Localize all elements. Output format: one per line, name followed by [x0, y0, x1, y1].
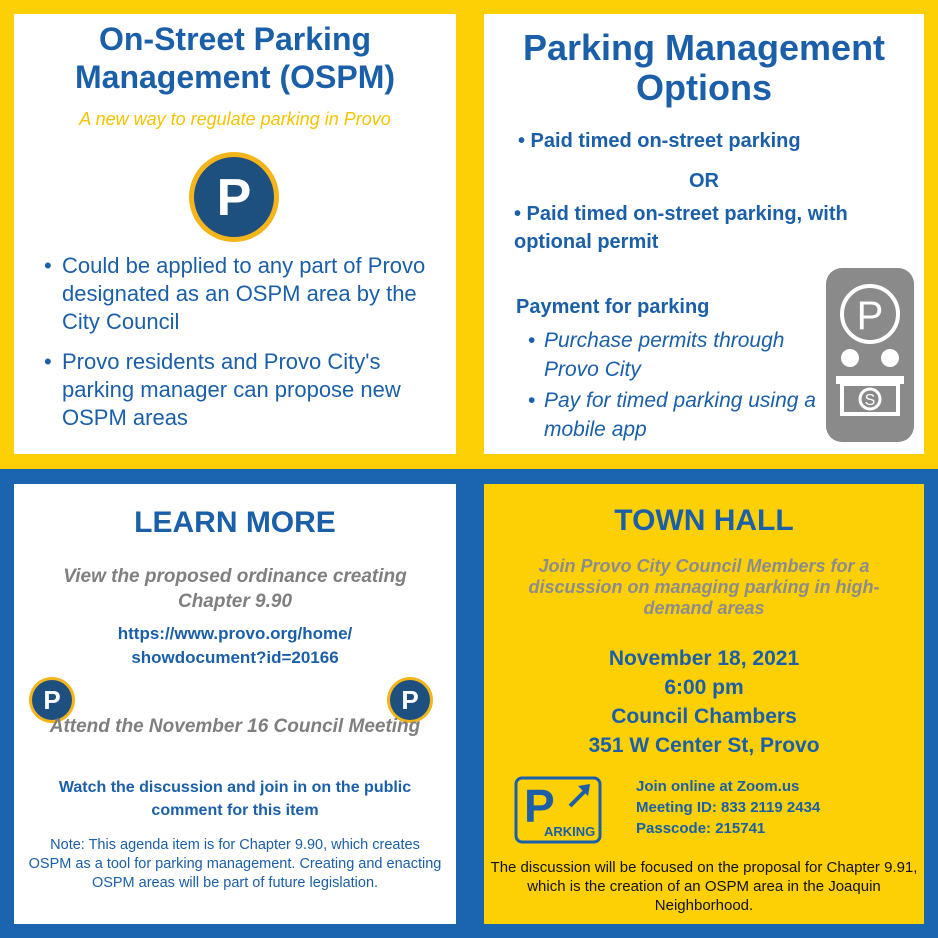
ospm-subtitle: A new way to regulate parking in Provo	[79, 109, 391, 129]
options-title-line1: Parking Management	[522, 27, 886, 68]
event-time: 6:00 pm	[664, 676, 744, 699]
attend-meeting-text: Attend the November 16 Council Meeting	[49, 716, 421, 737]
ordinance-link-line1[interactable]: https://www.provo.org/home/	[117, 624, 353, 643]
event-place: Council Chambers	[611, 705, 797, 728]
payment-list	[528, 326, 828, 446]
parking-letter: P	[43, 685, 61, 715]
ospm-title-line2: Management (OSPM)	[74, 59, 396, 95]
payment-heading: Payment for parking	[516, 296, 710, 318]
ospm-title	[14, 20, 456, 96]
learn-more-panel	[14, 484, 456, 924]
ospm-bullet-list	[42, 252, 442, 444]
sign-word: ARKING	[544, 824, 596, 839]
learn-more-title: LEARN MORE	[134, 506, 336, 539]
ordinance-link-line2[interactable]: showdocument?id=20166	[131, 648, 339, 667]
online-meeting-info	[636, 776, 916, 839]
list-item: • Purchase permits through Provo City	[528, 326, 828, 384]
town-hall-invitation: Join Provo City Council Members for a discussion on managing parking in high-demand areas	[528, 556, 880, 618]
discussion-focus-note: The discussion will be focused on the proposal for Chapter 9.91, which is the creation of an OSPM area in the Joaquin Neighborhood.	[490, 859, 918, 914]
ordinance-link[interactable]	[34, 622, 436, 670]
ospm-title-line1: On-Street Parking	[98, 21, 372, 57]
event-date: November 18, 2021	[608, 647, 800, 670]
option-paid-timed-permit: • Paid timed on-street parking, with optional permit	[514, 203, 848, 253]
meter-coin: S	[864, 392, 876, 409]
parking-letter: P	[401, 685, 419, 715]
or-separator: OR	[689, 170, 719, 192]
parking-sign-icon	[514, 776, 602, 844]
list-item: • Could be applied to any part of Provo designated as an OSPM area by the City Council	[42, 252, 442, 336]
event-details	[484, 644, 924, 760]
town-hall-title: TOWN HALL	[614, 504, 794, 537]
options-panel	[484, 14, 924, 454]
town-hall-panel	[484, 484, 924, 924]
list-item: • Pay for timed parking using a mobile app	[528, 386, 828, 444]
zoom-link-text[interactable]: Join online at Zoom.us	[636, 778, 800, 795]
ospm-panel	[14, 14, 456, 454]
option-paid-timed: • Paid timed on-street parking	[518, 130, 801, 152]
parking-circle-icon	[186, 149, 282, 245]
meter-letter: P	[856, 294, 884, 338]
options-title	[484, 28, 924, 108]
agenda-note: Note: This agenda item is for Chapter 9.90, which creates OSPM as a tool for parking management. Creating and enacting OSPM areas will be part of future legislation.	[28, 837, 442, 891]
event-address: 351 W Center St, Provo	[588, 734, 820, 757]
meeting-passcode: Passcode: 215741	[636, 820, 766, 837]
watch-discussion-text: Watch the discussion and join in on the public comment for this item	[58, 779, 412, 819]
sign-letter: P	[524, 780, 555, 832]
list-item: • Provo residents and Provo City's parking manager can propose new OSPM areas	[42, 348, 442, 432]
parking-letter: P	[216, 169, 252, 227]
meeting-id: Meeting ID: 833 2119 2434	[636, 799, 821, 816]
options-title-line2: Options	[636, 67, 772, 108]
parking-meter-icon	[826, 268, 914, 442]
view-ordinance-text: View the proposed ordinance creating Chapter 9.90	[63, 566, 407, 612]
